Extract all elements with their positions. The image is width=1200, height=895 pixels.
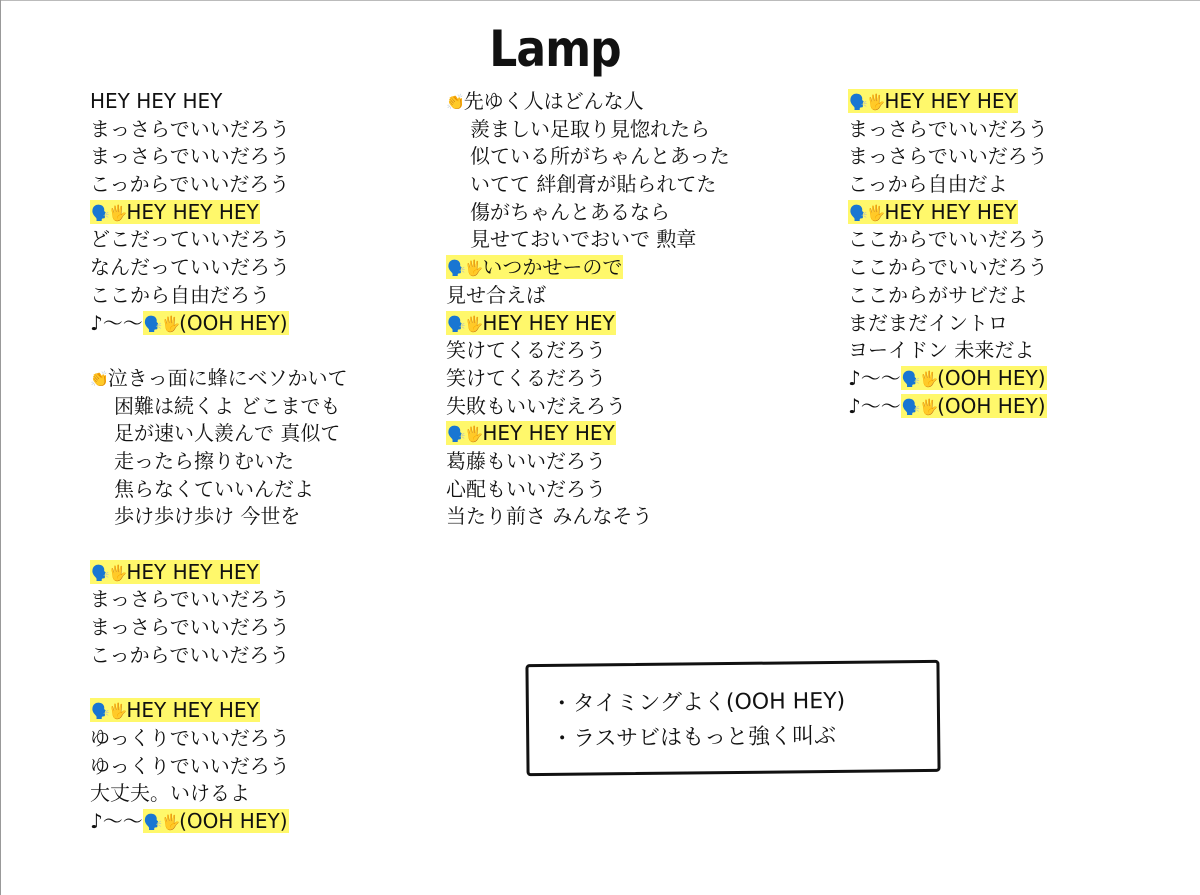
lyric-line — [90, 420, 348, 448]
lyric-line — [446, 88, 730, 116]
lyric-line — [848, 282, 1048, 310]
lyric-line — [90, 226, 348, 254]
highlight-marker — [848, 89, 1018, 113]
lyric-line — [848, 254, 1048, 282]
clapping-hands-icon: 👏 — [446, 93, 464, 111]
lyric-line — [90, 282, 348, 310]
lyric-text: なんだっていいだろう — [90, 255, 290, 280]
lyric-line-callout — [446, 310, 730, 338]
lyrics-column-3 — [848, 88, 1048, 420]
lyric-line — [446, 116, 730, 144]
lyric-text: ここからがサビだよ — [848, 282, 1028, 307]
shout-wave-icon: 🗣️🖐 — [91, 563, 127, 582]
lyric-line — [90, 503, 348, 531]
lyric-text: (OOH HEY) — [937, 393, 1046, 418]
stanza-gap — [90, 531, 348, 559]
lyric-text: HEY HEY HEY — [126, 199, 259, 224]
lyrics-column-1 — [90, 88, 348, 836]
lyric-line-callout — [90, 808, 348, 836]
lyric-text: 大丈夫。いけるよ — [90, 781, 250, 806]
lyric-line — [848, 337, 1048, 365]
lyric-line — [90, 88, 348, 116]
lyric-text: どこだっていいだろう — [90, 227, 290, 252]
handwritten-note-box — [525, 660, 940, 776]
lyric-line — [90, 365, 348, 393]
lyric-text: (OOH HEY) — [179, 310, 288, 335]
highlight-marker — [143, 809, 289, 833]
lyric-text: ここからでいいだろう — [848, 255, 1048, 280]
lyric-text: 心配もいいだろう — [446, 476, 606, 501]
lyric-line — [446, 476, 730, 504]
music-note-prefix: ♪〜〜 — [90, 808, 143, 833]
lyric-text: いてて 絆創膏が貼られてた — [470, 172, 717, 197]
highlight-marker — [901, 366, 1047, 390]
lyric-line-callout — [446, 254, 730, 282]
lyric-line — [446, 226, 730, 254]
lyric-text: 泣きっ面に蜂にベソかいて — [107, 365, 348, 390]
highlight-marker — [446, 311, 616, 335]
music-note-prefix: ♪〜〜 — [90, 310, 143, 335]
lyric-text: まっさらでいいだろう — [848, 144, 1048, 169]
highlight-marker — [90, 698, 260, 722]
lyric-text: 笑けてくるだろう — [446, 365, 606, 390]
lyric-line — [90, 116, 348, 144]
lyric-text: こっからでいいだろう — [90, 642, 290, 667]
note-line-timing: ・タイミングよく(OOH HEY) — [550, 688, 846, 717]
lyric-line — [90, 614, 348, 642]
stanza-gap — [90, 669, 348, 697]
lyric-line — [90, 171, 348, 199]
shout-wave-icon: 🗣️🖐 — [901, 369, 938, 388]
lyric-text: いつかせーので — [482, 255, 623, 280]
lyric-text: まっさらでいいだろう — [90, 116, 290, 141]
highlight-marker — [848, 200, 1018, 224]
shout-wave-icon: 🗣️🖐 — [91, 702, 127, 721]
shout-wave-icon: 🗣️🖐 — [849, 93, 885, 111]
lyric-line — [90, 254, 348, 282]
lyric-line — [446, 171, 730, 199]
lyric-text: HEY HEY HEY — [482, 310, 615, 335]
lyric-text: ゆっくりでいいだろう — [90, 753, 290, 778]
page-border-top — [0, 0, 1200, 1]
lyric-text: 見せ合えば — [446, 282, 546, 307]
song-title: Lamp — [489, 20, 621, 78]
lyric-text: 羨ましい足取り見惚れたら — [470, 116, 710, 141]
lyric-line-callout — [848, 199, 1048, 227]
lyric-line — [848, 143, 1048, 171]
lyric-line — [848, 310, 1048, 338]
lyric-text: 足が速い人羨んで 真似て — [114, 421, 341, 446]
note-line-last-chorus: ・ラスサビはもっと強く叫ぶ — [551, 723, 837, 752]
lyric-text: (OOH HEY) — [179, 808, 288, 833]
shout-wave-icon: 🗣️🖐 — [143, 314, 180, 333]
page-border-left — [0, 0, 1, 895]
lyric-line — [446, 393, 730, 421]
lyric-text: 困難は続くよ どこまでも — [114, 393, 341, 418]
shout-wave-icon: 🗣️🖐 — [447, 425, 483, 444]
lyric-line — [848, 116, 1048, 144]
lyric-line-callout — [848, 365, 1048, 393]
lyric-text: (OOH HEY) — [937, 365, 1046, 390]
music-note-prefix: ♪〜〜 — [848, 393, 901, 418]
lyric-text: 見せておいでおいで 勲章 — [470, 227, 697, 252]
lyric-text: まっさらでいいだろう — [90, 144, 290, 169]
lyric-text: 先ゆく人はどんな人 — [463, 89, 644, 113]
lyric-text: HEY HEY HEY — [884, 199, 1017, 224]
lyric-text: 走ったら擦りむいた — [114, 448, 294, 473]
lyric-text: 失敗もいいだえろう — [446, 393, 626, 418]
lyric-line-callout — [90, 310, 348, 338]
lyric-line — [848, 171, 1048, 199]
lyric-line — [446, 448, 730, 476]
lyric-text: HEY HEY HEY — [884, 89, 1017, 113]
lyric-line — [848, 226, 1048, 254]
lyric-text: HEY HEY HEY — [482, 421, 615, 446]
lyric-line — [90, 143, 348, 171]
lyric-text: まだまだイントロ — [848, 310, 1008, 335]
lyric-line-callout — [90, 697, 348, 725]
lyric-line — [446, 365, 730, 393]
lyric-text: ここからでいいだろう — [848, 227, 1048, 252]
music-note-prefix: ♪〜〜 — [848, 365, 901, 390]
clapping-hands-icon: 👏 — [90, 369, 108, 388]
shout-wave-icon: 🗣️🖐 — [901, 397, 938, 416]
lyric-text: ゆっくりでいいだろう — [90, 725, 290, 750]
lyric-line — [90, 476, 348, 504]
lyric-text: 歩け歩け歩け 今世を — [114, 504, 301, 529]
lyric-line — [90, 448, 348, 476]
highlight-marker — [90, 200, 260, 224]
highlight-marker — [446, 421, 616, 445]
lyric-text: こっからでいいだろう — [90, 172, 290, 197]
shout-wave-icon: 🗣️🖐 — [849, 203, 885, 222]
lyric-line — [446, 199, 730, 227]
lyric-text: 当たり前さ みんなそう — [446, 504, 653, 529]
lyric-text: ヨーイドン 未来だよ — [848, 338, 1035, 363]
shout-wave-icon: 🗣️🖐 — [91, 203, 127, 222]
lyric-line — [90, 586, 348, 614]
lyric-text: 焦らなくていいんだよ — [114, 476, 314, 501]
lyric-line — [446, 337, 730, 365]
lyric-line — [90, 393, 348, 421]
lyric-line — [90, 753, 348, 781]
lyric-line — [446, 143, 730, 171]
lyric-line — [90, 642, 348, 670]
shout-wave-icon: 🗣️🖐 — [143, 812, 180, 831]
highlight-marker — [143, 311, 289, 335]
highlight-marker — [446, 255, 623, 279]
lyric-text: HEY HEY HEY — [126, 559, 259, 584]
lyric-text: HEY HEY HEY — [126, 698, 259, 723]
lyric-text: こっから自由だよ — [848, 172, 1008, 197]
lyric-line-callout — [90, 199, 348, 227]
lyric-text: ここから自由だろう — [90, 282, 270, 307]
lyric-text: 傷がちゃんとあるなら — [470, 199, 670, 224]
lyric-text: まっさらでいいだろう — [90, 587, 290, 612]
lyric-line-callout — [848, 393, 1048, 421]
stanza-gap — [90, 337, 348, 365]
lyric-line-callout — [848, 88, 1048, 116]
lyric-text: 笑けてくるだろう — [446, 338, 606, 363]
lyrics-column-2 — [446, 88, 730, 531]
lyric-line — [90, 780, 348, 808]
lyric-text: まっさらでいいだろう — [90, 615, 290, 640]
lyric-line — [90, 725, 348, 753]
lyric-line-callout — [446, 420, 730, 448]
lyric-line — [446, 503, 730, 531]
lyric-line-callout — [90, 559, 348, 587]
lyric-text: HEY HEY HEY — [90, 89, 223, 113]
highlight-marker — [90, 560, 260, 584]
lyric-line — [446, 282, 730, 310]
highlight-marker — [901, 394, 1047, 418]
shout-wave-icon: 🗣️🖐 — [447, 314, 483, 333]
lyric-text: まっさらでいいだろう — [848, 116, 1048, 141]
shout-wave-icon: 🗣️🖐 — [447, 259, 483, 278]
lyric-text: 葛藤もいいだろう — [446, 448, 606, 473]
lyric-text: 似ている所がちゃんとあった — [470, 144, 730, 169]
